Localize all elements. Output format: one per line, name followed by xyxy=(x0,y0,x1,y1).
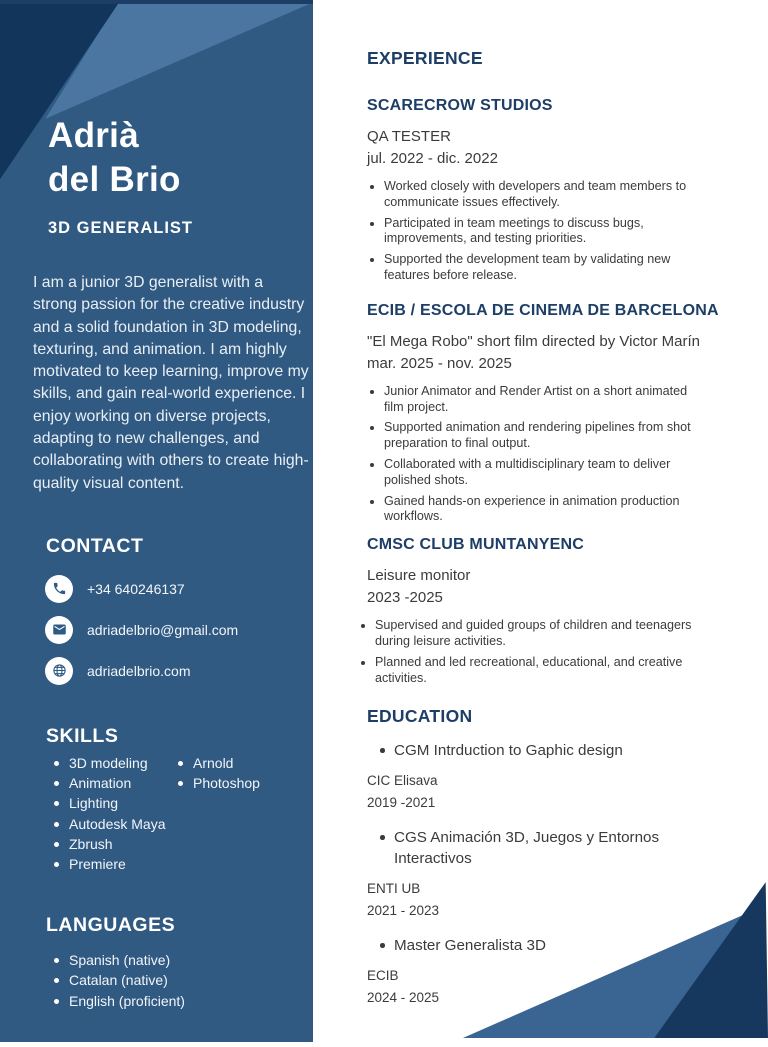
skills-heading: SKILLS xyxy=(46,724,119,747)
bio-paragraph: I am a junior 3D generalist with a strong passion for the creative industry and a solid foundation in 3D modeling, texturing, and animation. I am highly motivated to keep learning, improve my skills, and gain real-world experience. I enjoy working on diverse projects, adapting to new challenges, and collaborating with others to create high-quality visual content. xyxy=(33,274,309,492)
sidebar xyxy=(0,0,313,1042)
education-dates: 2019 -2021 xyxy=(367,795,436,811)
job-entry-cmsc xyxy=(367,535,759,686)
person-name-line2: del Brio xyxy=(48,160,181,199)
company-name: ECIB / ESCOLA DE CINEMA DE BARCELONA xyxy=(367,301,719,319)
contact-heading: CONTACT xyxy=(46,534,144,557)
skill-item: Premiere xyxy=(53,854,177,874)
education-dates: 2024 - 2025 xyxy=(367,990,440,1006)
language-item: English (proficient) xyxy=(53,991,313,1011)
person-name xyxy=(48,114,313,202)
person-name-line1: Adrià xyxy=(48,116,139,155)
job-dates: jul. 2022 - dic. 2022 xyxy=(367,150,498,167)
email-address: adriadelbrio@gmail.com xyxy=(87,621,239,638)
school-name: CIC Elisava xyxy=(367,773,438,789)
sidebar-content xyxy=(0,114,313,1011)
top-band-decoration xyxy=(0,0,313,4)
education-entry-cgs xyxy=(367,827,759,921)
main-column xyxy=(367,0,759,1008)
phone-number: +34 640246137 xyxy=(87,580,185,597)
language-item: Spanish (native) xyxy=(53,950,313,970)
degree-name: CGS Animación 3D, Juegos y Entornos Interactivos xyxy=(367,827,727,869)
job-title: 3D GENERALIST xyxy=(48,219,194,237)
email-icon xyxy=(45,616,73,644)
degree-name: Master Generalista 3D xyxy=(367,935,727,956)
skill-item: Autodesk Maya xyxy=(53,814,177,834)
skill-item: Animation xyxy=(53,773,177,793)
company-name: CMSC CLUB MUNTANYENC xyxy=(367,536,585,554)
job-dates: 2023 -2025 xyxy=(367,589,443,607)
phone-icon xyxy=(45,575,73,603)
job-bullet: Participated in team meetings to discuss bugs, improvements, and testing priorities. xyxy=(367,216,701,248)
job-bullet: Collaborated with a multidisciplinary team to deliver polished shots. xyxy=(367,457,701,489)
skill-item: Photoshop xyxy=(177,773,297,793)
job-role: Leisure monitor xyxy=(367,567,471,585)
education-dates: 2021 - 2023 xyxy=(367,903,440,919)
company-name: SCARECROW STUDIOS xyxy=(367,97,553,114)
job-bullet: Worked closely with developers and team members to communicate issues effectively. xyxy=(367,179,701,211)
job-bullet: Gained hands-on experience in animation production workflows. xyxy=(367,494,701,526)
job-entry-scarecrow xyxy=(367,96,759,284)
job-bullet: Supervised and guided groups of children and teenagers during leisure activities. xyxy=(358,618,692,650)
job-dates: mar. 2025 - nov. 2025 xyxy=(367,354,512,372)
job-bullet-list xyxy=(367,384,701,525)
job-bullet: Planned and led recreational, educational, and creative activities. xyxy=(358,655,692,687)
languages-list xyxy=(53,950,313,1011)
contact-row-website xyxy=(45,657,313,685)
globe-icon xyxy=(45,657,73,685)
job-role: "El Mega Robo" short film directed by Victor Marín xyxy=(367,332,701,350)
job-bullet-list xyxy=(367,179,701,284)
education-heading: EDUCATION xyxy=(367,706,473,727)
contact-list xyxy=(0,575,313,685)
skill-item: 3D modeling xyxy=(53,753,177,773)
job-entry-ecib xyxy=(367,301,759,525)
language-item: Catalan (native) xyxy=(53,970,313,990)
education-entry-master xyxy=(367,935,759,1008)
degree-name: CGM Intrduction to Gaphic design xyxy=(367,740,727,761)
skills-column-2 xyxy=(177,753,297,874)
contact-row-phone xyxy=(45,575,313,603)
skill-item: Arnold xyxy=(177,753,297,773)
skill-item: Zbrush xyxy=(53,834,177,854)
school-name: ENTI UB xyxy=(367,881,421,897)
skills-list xyxy=(53,753,313,874)
job-bullet-list xyxy=(358,618,692,686)
education-entry-cgm xyxy=(367,740,759,813)
job-bullet: Supported the development team by validating new features before release. xyxy=(367,252,701,284)
languages-heading: LANGUAGES xyxy=(46,914,176,937)
skill-item: Lighting xyxy=(53,793,177,813)
school-name: ECIB xyxy=(367,968,399,984)
job-role: QA TESTER xyxy=(367,128,451,145)
contact-row-email xyxy=(45,616,313,644)
experience-heading: EXPERIENCE xyxy=(367,48,483,68)
job-bullet: Junior Animator and Render Artist on a short animated film project. xyxy=(367,384,701,416)
job-bullet: Supported animation and rendering pipelines from shot preparation to final output. xyxy=(367,420,701,452)
skills-column-1 xyxy=(53,753,177,874)
website-url: adriadelbrio.com xyxy=(87,662,191,679)
